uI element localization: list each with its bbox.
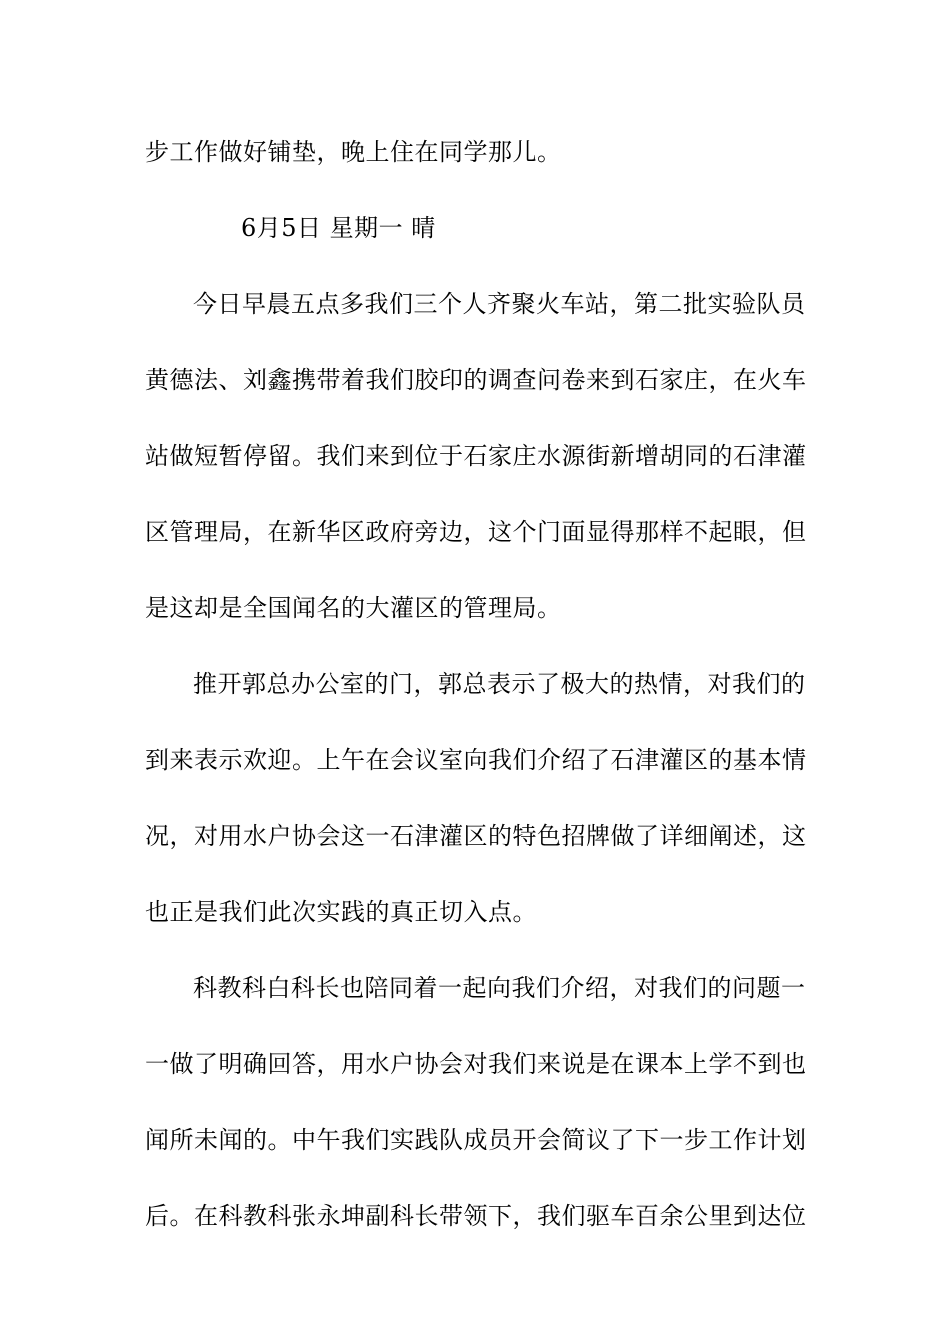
document-body <box>145 114 810 1254</box>
paragraph-line: 况，对用水户协会这一石津灌区的特色招牌做了详细阐述，这 <box>145 822 807 850</box>
diary-date-heading: 6月5日 星期一 晴 <box>241 214 436 242</box>
paragraph-line: 今日早晨五点多我们三个人齐聚火车站，第二批实验队员 <box>193 290 806 318</box>
paragraph-line: 黄德法、刘鑫携带着我们胶印的调查问卷来到石家庄，在火车 <box>145 366 807 394</box>
paragraph-line: 科教科白科长也陪同着一起向我们介绍，对我们的问题一 <box>193 974 806 1002</box>
paragraph-line: 也正是我们此次实践的真正切入点。 <box>145 898 537 926</box>
paragraph-line: 站做短暂停留。我们来到位于石家庄水源街新增胡同的石津灌 <box>145 442 807 470</box>
paragraph-line: 步工作做好铺垫，晚上住在同学那儿。 <box>145 138 562 166</box>
paragraph-line: 后。在科教科张永坤副科长带领下，我们驱车百余公里到达位 <box>145 1202 807 1230</box>
paragraph-line: 闻所未闻的。中午我们实践队成员开会简议了下一步工作计划 <box>145 1126 807 1154</box>
paragraph-line: 是这却是全国闻名的大灌区的管理局。 <box>145 594 562 622</box>
paragraph-line: 推开郭总办公室的门，郭总表示了极大的热情，对我们的 <box>193 670 806 698</box>
paragraph-line: 到来表示欢迎。上午在会议室向我们介绍了石津灌区的基本情 <box>145 746 807 774</box>
paragraph-line: 区管理局，在新华区政府旁边，这个门面显得那样不起眼，但 <box>145 518 807 546</box>
paragraph-line: 一做了明确回答，用水户协会对我们来说是在课本上学不到也 <box>145 1050 807 1078</box>
